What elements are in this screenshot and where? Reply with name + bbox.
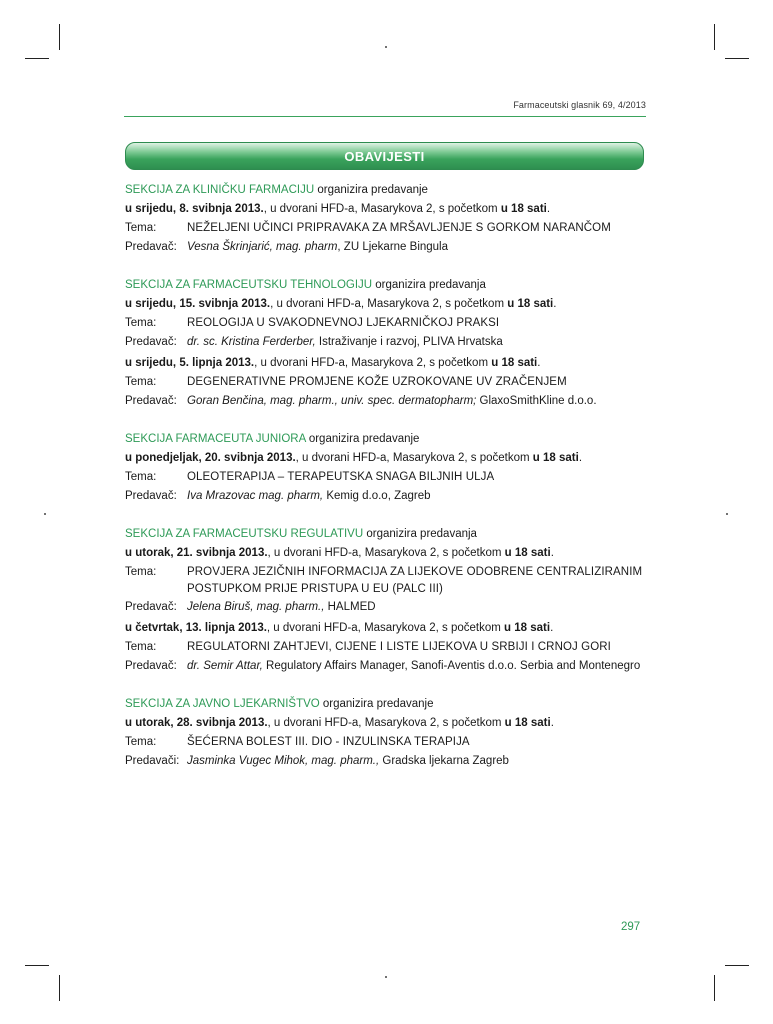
- organizer-text: organizira predavanja: [372, 279, 486, 291]
- event-time: u 18 sati: [500, 203, 547, 215]
- event-location: , u dvorani HFD-a, Masarykova 2, s početkom: [266, 622, 505, 634]
- crop-mark-bottom-left-vertical: [59, 975, 60, 1001]
- crop-mark-bottom-right-vertical: [714, 975, 715, 1001]
- event-lecturer-row: [125, 333, 665, 352]
- topic-label: Tema:: [125, 222, 157, 234]
- section-heading: [125, 525, 665, 544]
- organizer-text: organizira predavanja: [363, 528, 477, 540]
- section-junior-pharmacists: [125, 430, 665, 506]
- organizer-text: organizira predavanje: [305, 433, 420, 445]
- event-date-line: [125, 200, 665, 219]
- event-lecturer: [187, 657, 665, 676]
- section-title: SEKCIJA ZA KLINIČKU FARMACIJU: [125, 184, 315, 196]
- event-topic: REOLOGIJA U SVAKODNEVNOJ LJEKARNIČKOJ PRAKSI: [187, 317, 500, 329]
- crop-mark-bottom-left-horizontal: [25, 965, 49, 966]
- topic-label: Tema:: [125, 376, 157, 388]
- section-public-pharmacy: [125, 695, 665, 771]
- event-time: u 18 sati: [507, 298, 554, 310]
- section-pharmaceutical-regulation: [125, 525, 665, 676]
- event-location: , u dvorani HFD-a, Masarykova 2, s početkom: [254, 357, 492, 369]
- event-lecturer: [187, 392, 665, 411]
- announcements: [125, 181, 665, 790]
- lecturer-label: Predavač:: [125, 241, 177, 253]
- lecturer-name: Vesna Škrinjarić, mag. pharm: [187, 241, 338, 253]
- organizer-text: organizira predavanje: [319, 698, 434, 710]
- event-topic: DEGENERATIVNE PROMJENE KOŽE UZROKOVANE UV ZRAČENJEM: [187, 376, 567, 388]
- event-lecturer-row: [125, 657, 665, 676]
- registration-dot-right: [726, 513, 728, 515]
- section-banner: [125, 142, 644, 170]
- event-date: u utorak, 28. svibnja 2013.: [125, 717, 268, 729]
- event-topic-line-1: PROVJERA JEZIČNIH INFORMACIJA ZA LIJEKOVE ODOBRENE CENTRALIZIRANIM: [187, 566, 643, 578]
- section-heading: [125, 181, 665, 200]
- section-title: SEKCIJA ZA FARMACEUTSKU TEHNOLOGIJU: [125, 279, 373, 291]
- event-period: .: [550, 622, 554, 634]
- lecturer-name: Goran Benčina, mag. pharm., univ. spec. dermatopharm;: [187, 395, 477, 407]
- event-time: u 18 sati: [504, 717, 551, 729]
- crop-mark-top-left-horizontal: [25, 58, 49, 59]
- event-topic-row: [125, 468, 665, 487]
- event-time: u 18 sati: [491, 357, 538, 369]
- event-lecturer: [187, 752, 665, 771]
- registration-dot-left: [44, 513, 46, 515]
- event-period: .: [537, 357, 541, 369]
- lecturer-affiliation: , ZU Ljekarne Bingula: [337, 241, 449, 253]
- event-period: .: [550, 717, 554, 729]
- lecturer-name: dr. sc. Kristina Ferderber,: [187, 336, 316, 348]
- topic-label: Tema:: [125, 317, 157, 329]
- lecturer-label: Predavač:: [125, 601, 177, 613]
- lecturer-name: Iva Mrazovac mag. pharm,: [187, 490, 324, 502]
- section-pharmaceutical-technology: [125, 276, 665, 411]
- lecturer-affiliation: Istraživanje i razvoj, PLIVA Hrvatska: [315, 336, 503, 348]
- event-topic: REGULATORNI ZAHTJEVI, CIJENE I LISTE LIJEKOVA U SRBIJI I CRNOJ GORI: [187, 641, 611, 653]
- event-lecturer: [187, 487, 665, 506]
- event-lecturer-row: [125, 752, 665, 771]
- section-title: SEKCIJA FARMACEUTA JUNIORA: [125, 433, 306, 445]
- event-date: u utorak, 21. svibnja 2013.: [125, 547, 268, 559]
- section-heading: [125, 276, 665, 295]
- topic-label: Tema:: [125, 641, 157, 653]
- event-topic-row: [125, 733, 665, 752]
- event-date-line: [125, 619, 665, 638]
- event-topic-row: [125, 373, 665, 392]
- event-period: .: [578, 452, 583, 464]
- section-heading: [125, 695, 665, 714]
- organizer-text: organizira predavanje: [314, 184, 428, 196]
- lecturer-label: Predavač:: [125, 490, 177, 502]
- header-rule: [124, 116, 646, 117]
- event-time: u 18 sati: [504, 622, 551, 634]
- topic-label: Tema:: [125, 566, 157, 578]
- event-topic: OLEOTERAPIJA – TERAPEUTSKA SNAGA BILJNIH ULJA: [187, 471, 495, 483]
- section-heading: [125, 430, 665, 449]
- event-topic-row: [125, 638, 665, 657]
- event-period: .: [550, 547, 554, 559]
- crop-mark-top-right-vertical: [714, 24, 715, 50]
- crop-mark-top-right-horizontal: [725, 58, 749, 59]
- lecturer-name: dr. Semir Attar,: [187, 660, 263, 672]
- event-lecturer-row: [125, 392, 665, 411]
- lecturers-label: Predavači:: [125, 755, 180, 767]
- event-topic: NEŽELJENI UČINCI PRIPRAVAKA ZA MRŠAVLJENJE S GORKOM NARANČOM: [187, 222, 611, 234]
- event-topic: [187, 563, 665, 598]
- section-title: SEKCIJA ZA FARMACEUTSKU REGULATIVU: [125, 528, 364, 540]
- lecturer-label: Predavač:: [125, 336, 177, 348]
- event-time: u 18 sati: [532, 452, 579, 464]
- event-location: , u dvorani HFD-a, Masarykova 2, s početkom: [295, 452, 533, 464]
- event-period: .: [553, 298, 557, 310]
- lecturer-affiliation: Regulatory Affairs Manager, Sanofi-Aventis d.o.o. Serbia and Montenegro: [262, 660, 641, 672]
- event-date-line: [125, 544, 665, 563]
- crop-mark-top-left-vertical: [59, 24, 60, 50]
- event-date: u srijedu, 5. lipnja 2013.: [125, 357, 255, 369]
- event-location: , u dvorani HFD-a, Masarykova 2, s početkom: [267, 547, 505, 559]
- topic-label: Tema:: [125, 736, 157, 748]
- event-lecturer: [187, 598, 665, 617]
- event-date-line: [125, 295, 665, 314]
- lecturer-label: Predavač:: [125, 395, 177, 407]
- lecturer-affiliation: GlaxoSmithKline d.o.o.: [476, 395, 597, 407]
- registration-dot-top: [385, 46, 387, 48]
- event-date: u četvrtak, 13. lipnja 2013.: [125, 622, 267, 634]
- event-date-line: [125, 449, 665, 468]
- topic-label: Tema:: [125, 471, 157, 483]
- event-lecturer-row: [125, 598, 665, 617]
- event-lecturer-row: [125, 487, 665, 506]
- event-lecturer: [187, 238, 665, 257]
- event-date-line: [125, 354, 665, 373]
- event-date: u ponedjeljak, 20. svibnja 2013.: [125, 452, 296, 464]
- registration-dot-bottom: [385, 976, 387, 978]
- event-location: , u dvorani HFD-a, Masarykova 2, s početkom: [263, 203, 501, 215]
- event-topic-line-2: POSTUPKOM PRIJE PRISTUPA U EU (PALC III): [187, 583, 443, 595]
- section-title: SEKCIJA ZA JAVNO LJEKARNIŠTVO: [125, 698, 320, 710]
- section-clinical-pharmacy: [125, 181, 665, 257]
- event-lecturer: [187, 333, 665, 352]
- event-lecturer-row: [125, 238, 665, 257]
- event-date: u srijedu, 8. svibnja 2013.: [125, 203, 264, 215]
- event-date: u srijedu, 15. svibnja 2013.: [125, 298, 271, 310]
- lecturer-affiliation: Kemig d.o.o, Zagreb: [323, 490, 431, 502]
- event-time: u 18 sati: [504, 547, 551, 559]
- banner-title: OBAVIJESTI: [344, 148, 425, 164]
- lecturer-label: Predavač:: [125, 660, 177, 672]
- running-head: Farmaceutski glasnik 69, 4/2013: [513, 100, 646, 110]
- crop-mark-bottom-right-horizontal: [725, 965, 749, 966]
- event-topic-row: [125, 219, 665, 238]
- event-date-line: [125, 714, 665, 733]
- page-number: 297: [621, 921, 641, 933]
- lecturer-affiliation: HALMED: [324, 601, 376, 613]
- event-topic-row: [125, 563, 665, 598]
- event-location: , u dvorani HFD-a, Masarykova 2, s početkom: [267, 717, 505, 729]
- lecturer-name: Jelena Biruš, mag. pharm.,: [187, 601, 325, 613]
- event-location: , u dvorani HFD-a, Masarykova 2, s početkom: [270, 298, 508, 310]
- event-topic: ŠEĆERNA BOLEST III. DIO - INZULINSKA TERAPIJA: [187, 736, 470, 748]
- lecturer-affiliation: Gradska ljekarna Zagreb: [379, 755, 509, 767]
- event-topic-row: [125, 314, 665, 333]
- lecturer-name: Jasminka Vugec Mihok, mag. pharm.,: [187, 755, 380, 767]
- event-period: .: [546, 203, 551, 215]
